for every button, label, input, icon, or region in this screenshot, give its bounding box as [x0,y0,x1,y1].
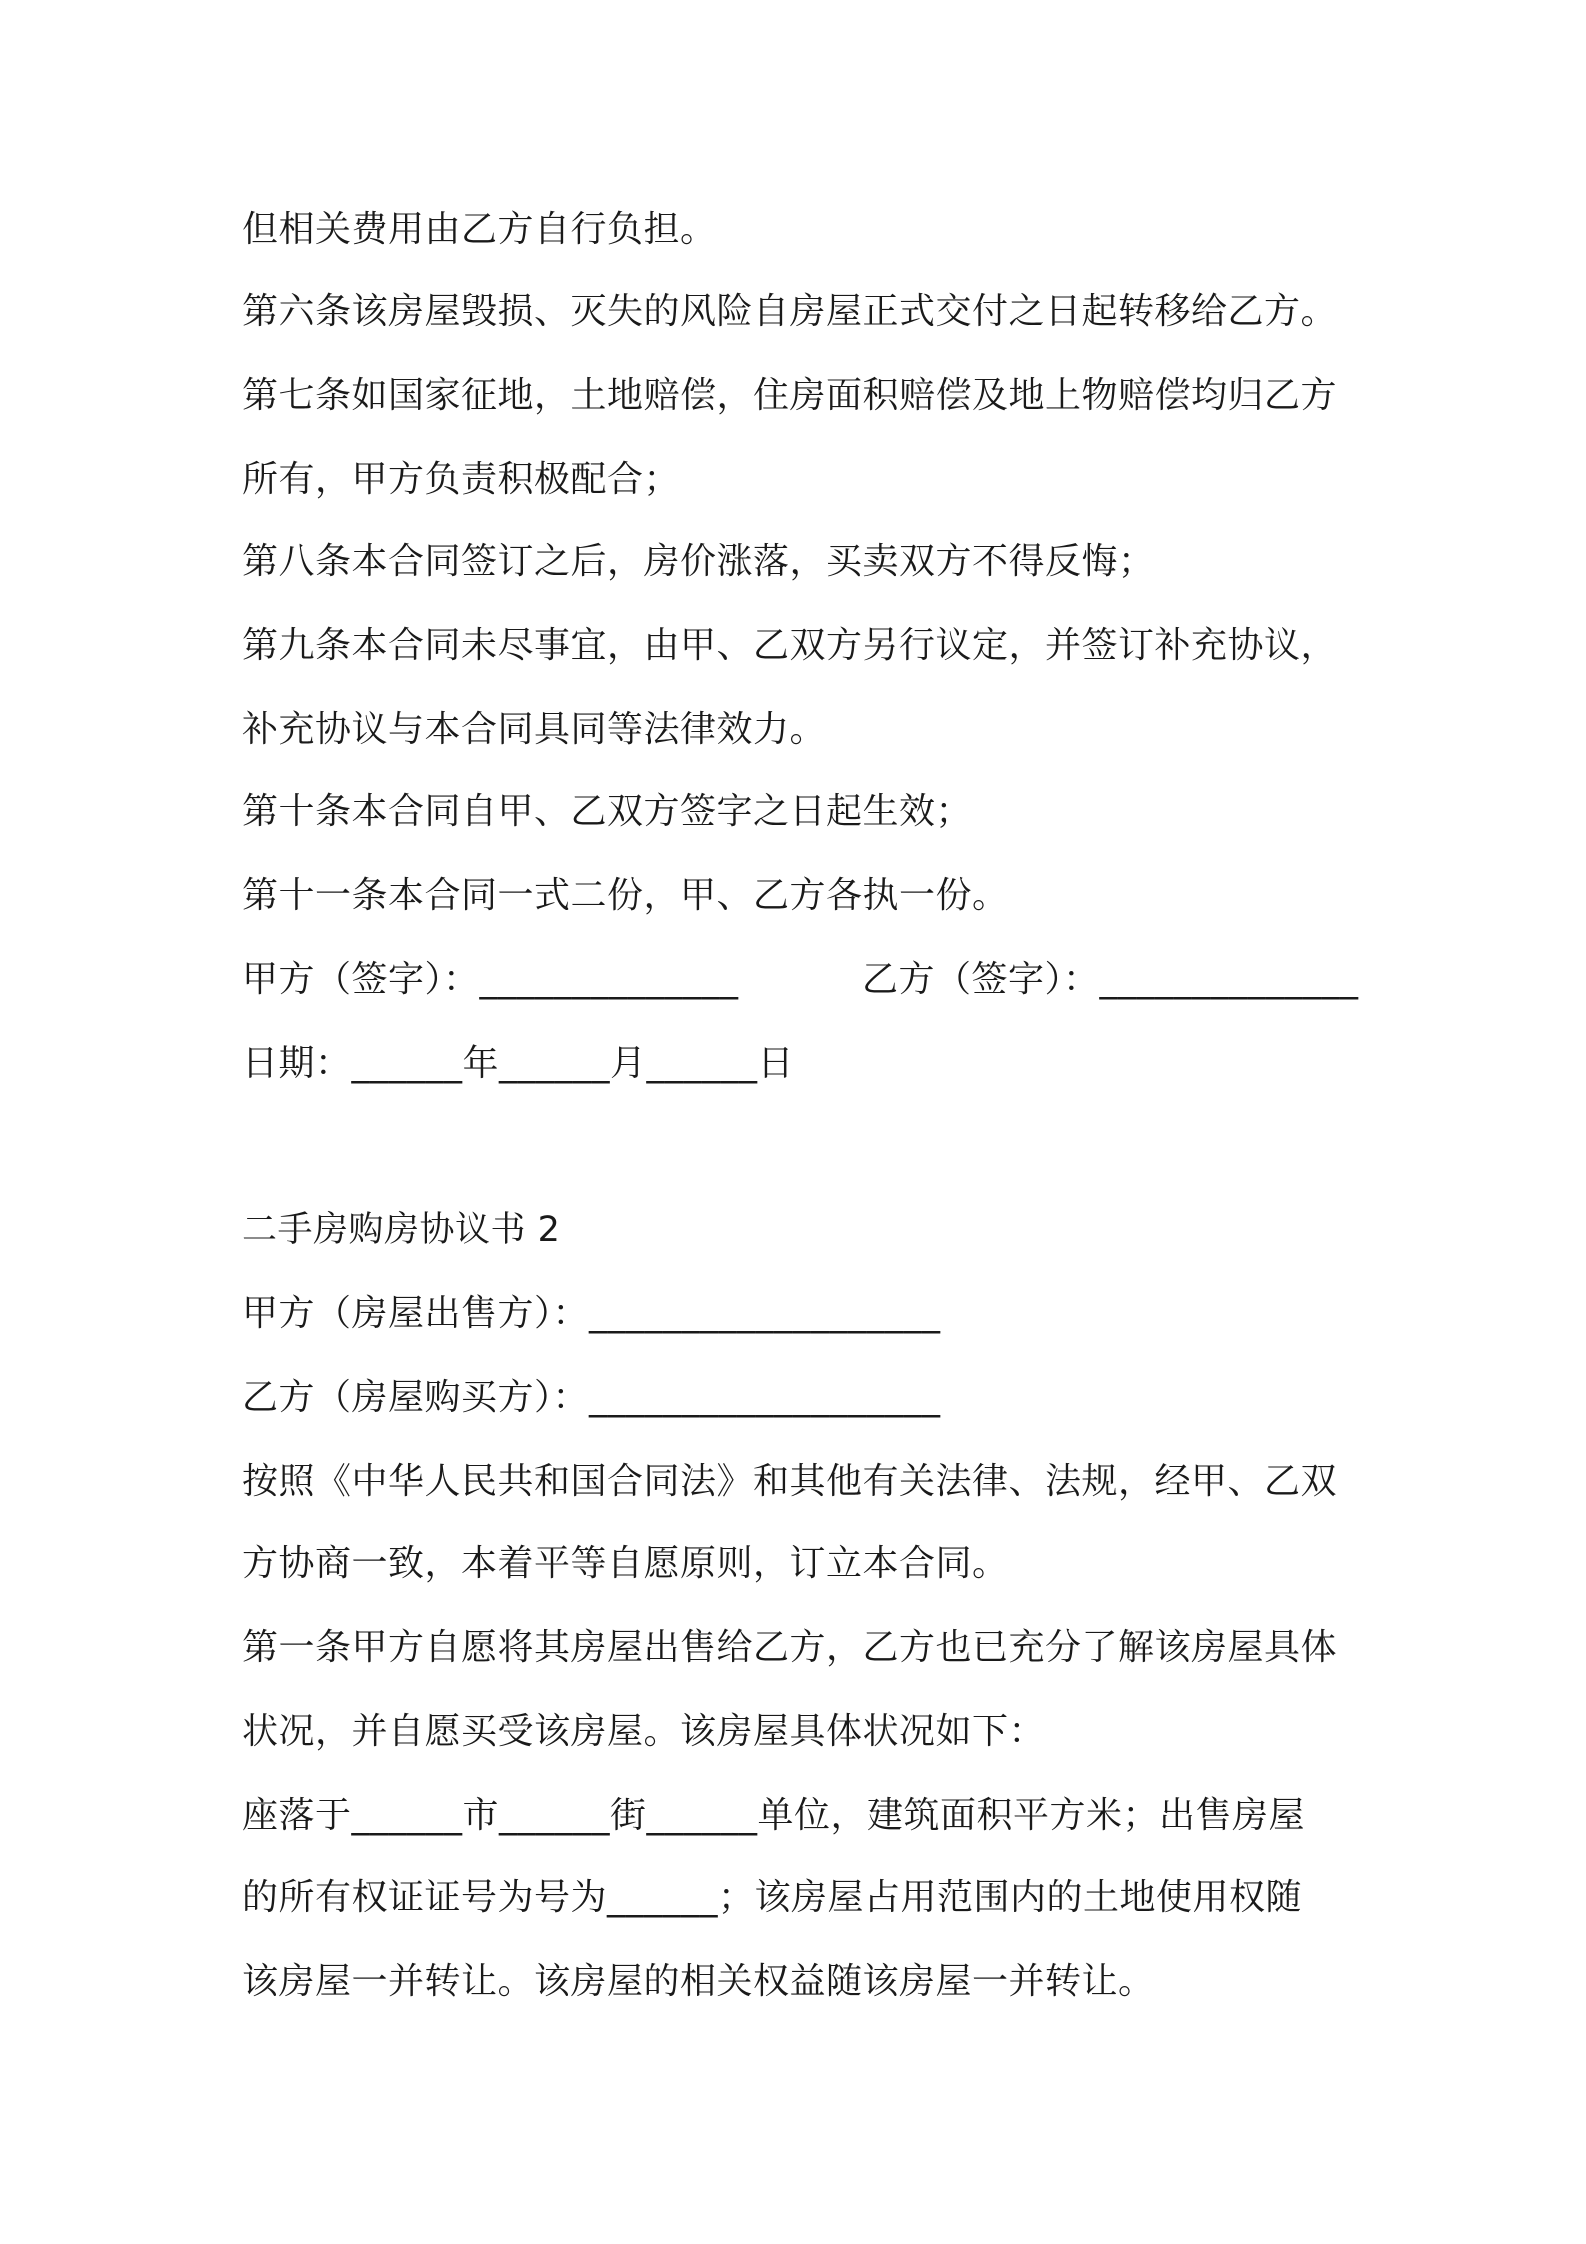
agreement-2-title: 二手房购房协议书 2 [242,1210,561,1250]
article-10-line: 第十条本合同自甲、乙双方签字之日起生效； [242,791,973,832]
article-6-line: 第六条该房屋毁损、灭失的风险自房屋正式交付之日起转移给乙方。 [242,291,1338,332]
party-b-signature-field: 乙方（签字）：______________ [862,959,1359,1000]
buyer-party-field: 乙方（房屋购买方）：___________________ [242,1377,941,1418]
article-9-line: 第九条本合同未尽事宜，由甲、乙双方另行议定，并签订补充协议， [242,625,1338,666]
party-a-signature-field: 甲方（签字）：______________ [242,959,739,1000]
date-field: 日期：______年______月______日 [242,1043,795,1084]
article-11-line: 第十一条本合同一式二份，甲、乙方各执一份。 [242,875,1009,916]
preamble-line-cont: 方协商一致，本着平等自愿原则，订立本合同。 [242,1543,1009,1584]
paragraph-line: 但相关费用由乙方自行负担。 [242,209,717,250]
seller-party-field: 甲方（房屋出售方）：___________________ [242,1293,941,1334]
property-location-line: 座落于______市______街______单位，建筑面积平方米；出售房屋 [242,1795,1306,1836]
property-certificate-line: 的所有权证证号为号为______；该房屋占用范围内的土地使用权随 [242,1877,1303,1918]
article-7-line-cont: 所有，甲方负责积极配合； [242,459,681,500]
preamble-line: 按照《中华人民共和国合同法》和其他有关法律、法规，经甲、乙双 [242,1461,1338,1502]
article-9-line-cont: 补充协议与本合同具同等法律效力。 [242,709,827,750]
property-transfer-line: 该房屋一并转让。该房屋的相关权益随该房屋一并转让。 [242,1961,1155,2002]
article-8-line: 第八条本合同签订之后，房价涨落，买卖双方不得反悔； [242,541,1155,582]
article-1-line: 第一条甲方自愿将其房屋出售给乙方，乙方也已充分了解该房屋具体 [242,1627,1338,1668]
article-7-line: 第七条如国家征地，土地赔偿，住房面积赔偿及地上物赔偿均归乙方 [242,375,1338,416]
article-1-line-cont: 状况，并自愿买受该房屋。该房屋具体状况如下： [242,1711,1046,1752]
